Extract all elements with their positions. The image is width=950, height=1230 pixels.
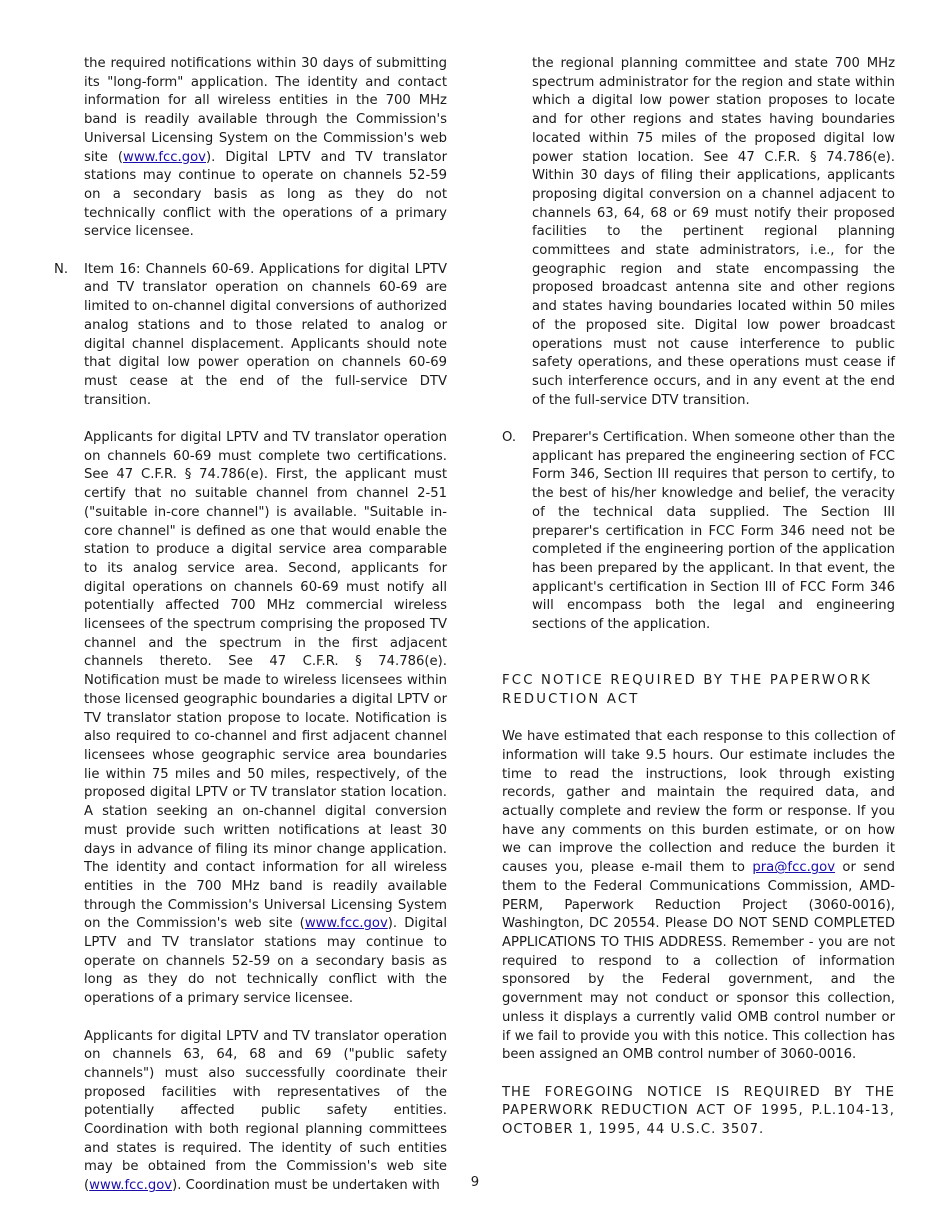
item-n-text: Item 16: Channels 60-69. Applications for digital LPTV and TV translator operation on channels 60-69 are limited to on-channel digital conversions of authorized analog stations and to those related to analog or digital channel displacement. Applicants should note that digital low power operation on channels 60-69 must cease at the end of the full-service DTV transition. [84, 261, 447, 408]
foregoing-notice: THE FOREGOING NOTICE IS REQUIRED BY THE PAPERWORK REDUCTION ACT OF 1995, P.L.104-13, OCTOBER 1, 1995, 44 U.S.C. 3507. [502, 1084, 895, 1138]
fcc-website-link[interactable]: www.fcc.gov [304, 916, 388, 932]
fcc-website-link[interactable]: www.fcc.gov [123, 149, 206, 165]
item-o-text: Preparer's Certification. When someone other than the applicant has prepared the engineering section of FCC Form 346, Section III requires that person to certify, to the best of his/her knowledge and belief, the veracity of the technical data supplied. The Section III preparer's certification in FCC Form 346 need not be completed if the engineering portion of the application has been prepared by the applicant. In that event, the applicant's certification in Section III of FCC Form 346 will encompass both the legal and engineering sections of the application. [532, 430, 895, 633]
paperwork-notice-heading: FCC NOTICE REQUIRED BY THE PAPERWORK REDUCTION ACT [502, 673, 872, 707]
item-n [54, 261, 447, 411]
paperwork-notice-body: We have estimated that each response to this collection of information will take 9.5 hours. Our estimate includes the time to read the instructions, look through existing records, gather and maintain the required data, and actually complete and review the form or response. If you have any comments on this burden estimate, or on how we can improve the collection and reduce the burden it causes you, please e-mail them to pra@fcc.gov or send them to the Federal Communications Commission, AMD-PERM, Paperwork Reduction Project (3060-0016), Washington, DC 20554. Please DO NOT SEND COMPLETED APPLICATIONS TO THIS ADDRESS. Remember - you are not required to respond to a collection of information sponsored by the Federal government, and the government may not conduct or sponsor this collection, unless it displays a currently valid OMB control number or if we fail to provide you with this notice. This collection has been assigned an OMB control number of 3060-0016. [502, 729, 895, 1063]
intro-paragraph: the required notifications within 30 days of submitting its "long-form" application. The identity and contact information for all wireless entities in the 700 MHz band is readily available through the Commission's Universal Licensing System on the Commission's web site (www.fcc.gov). Digital LPTV and TV translator stations may continue to operate on channels 52-59 on a secondary basis as long as they do not technically conflict with the operations of a primary service licensee. [84, 56, 448, 240]
public-safety-paragraph: Applicants for digital LPTV and TV translator operation on channels 63, 64, 68 and 69 ("public safety channels") must also successfully coordinate their proposed facilities with representatives of the potentially affected public safety entities. Coordination with both regional planning committees and states is required. The identity of such entities may be obtained from the Commission's web site (www.fcc.gov). Coordination must be undertaken with [84, 1028, 447, 1194]
left-column [54, 55, 447, 1196]
right-column [502, 55, 895, 1140]
item-n-marker: N. [54, 261, 69, 277]
certifications-paragraph: Applicants for digital LPTV and TV translator operation on channels 60-69 must complete two certifications. See 47 C.F.R. § 74.786(e). First, the applicant must certify that no suitable channel from channel 2-51 ("suitable in-core channel") is available. "Suitable in-core channel" is defined as one that would enable the station to produce a digital service area comparable to its analog service area. Second, applicants for digital operations on channels 60-69 must notify all potentially affected 700 MHz commercial wireless licensees of the spectrum comprising the proposed TV channel and the spectrum in the first adjacent channels thereto. See 47 C.F.R. § 74.786(e). Notification must be made to wireless licensees within those licensed geographic boundaries a digital LPTV or TV translator station propose to locate. Notification is also required to co-channel and first adjacent channel licensees whose geographic service area boundaries lie within 75 miles and 50 miles, respectively, of the proposed digital LPTV or TV translator station location. A station seeking an on-channel digital conversion must provide such written notifications at least 30 days in advance of filing its minor change application. The identity and contact information for all wireless entities in the 700 MHz band is readily available through the Commission's Universal Licensing System on the Commission's web site (www.fcc.gov). Digital LPTV and TV translator stations may continue to operate on channels 52-59 on a secondary basis as long as they do not technically conflict with the operations of a primary service licensee. [84, 430, 448, 1007]
item-o-marker: O. [502, 430, 517, 446]
continued-paragraph: the regional planning committee and state 700 MHz spectrum administrator for the region and state within which a digital low power station proposes to locate and for other regions and states having boundaries located within 75 miles of the proposed digital low power station location. See 47 C.F.R. § 74.786(e). Within 30 days of filing their applications, applicants proposing digital conversion on a channel adjacent to channels 63, 64, 68 or 69 must notify their proposed facilities to the pertinent regional planning committees and state administrators, i.e., for the geographic region and state encompassing the proposed broadcast antenna site and other regions and states having boundaries located within 50 miles of the proposed site. Digital low power broadcast operations must not cause interference to public safety operations, and these operations must cease if such interference occurs, and in any event at the end of the full-service DTV transition. [532, 56, 895, 408]
pra-email-link[interactable]: pra@fcc.gov [752, 860, 836, 876]
item-o [502, 429, 895, 635]
page-number: 9 [470, 1175, 480, 1190]
fcc-website-link[interactable]: www.fcc.gov [89, 1178, 173, 1194]
